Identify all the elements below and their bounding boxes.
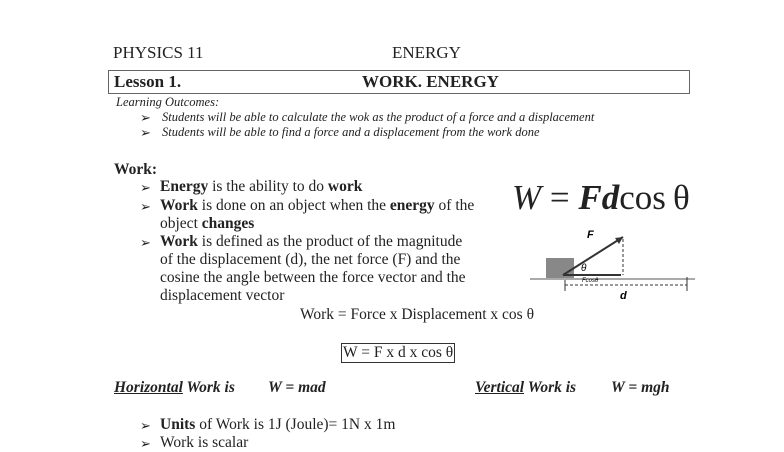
work-diagram <box>525 225 700 305</box>
lesson-title: WORK. ENERGY <box>362 72 499 91</box>
symbol: W <box>512 178 542 217</box>
bullet-work-done <box>160 197 474 215</box>
keyword: Work <box>160 197 198 214</box>
text-line: cosine the angle between the force vector and the <box>160 269 466 286</box>
keyword: energy <box>389 197 435 214</box>
bullet-icon: ➢ <box>140 235 151 250</box>
boxed-formula: W = F x d x cos θ <box>343 344 454 361</box>
bullet-icon: ➢ <box>140 180 151 195</box>
scalar-line: Work is scalar <box>160 434 249 451</box>
bullet-icon: ➢ <box>140 436 151 451</box>
unit-title: ENERGY <box>392 43 461 62</box>
component-label: Fcosθ <box>582 278 599 284</box>
label: Horizontal <box>114 379 183 396</box>
vertical-work <box>475 379 576 397</box>
learning-outcomes-label: Learning Outcomes: <box>116 95 220 109</box>
bullet-icon: ➢ <box>140 418 151 433</box>
force-arrow <box>563 237 623 275</box>
bullet-icon: ➢ <box>140 199 151 214</box>
keyword: changes <box>201 215 255 232</box>
text: is the ability to do <box>208 178 328 195</box>
keyword: Work <box>160 233 198 250</box>
text: is done on an object when the <box>197 197 390 214</box>
horizontal-formula: W = mad <box>268 379 326 396</box>
bullet-work-definition <box>160 233 462 251</box>
vertical-formula: W = mgh <box>611 379 670 396</box>
force-label: F <box>587 229 594 241</box>
symbol: Fd <box>578 178 620 217</box>
symbol: cos <box>619 178 666 217</box>
symbol: θ <box>672 178 690 217</box>
word-formula: Work = Force x Displacement x cos θ <box>300 306 535 323</box>
text: of Work is 1J (Joule)= 1N x 1m <box>195 416 396 433</box>
lesson-number: Lesson 1. <box>114 72 182 91</box>
outcome-item: Students will be able to find a force and a displacement from the work done <box>162 125 540 139</box>
keyword: Units <box>160 416 196 433</box>
bullet-icon: ➢ <box>140 125 151 140</box>
work-heading: Work: <box>114 161 158 178</box>
units-line <box>160 416 395 434</box>
text: Work is <box>182 379 235 396</box>
displacement-label: d <box>620 290 627 302</box>
text: object <box>160 215 202 232</box>
text-line: displacement vector <box>160 287 285 304</box>
outcome-item: Students will be able to calculate the wok as the product of a force and a displacement <box>162 110 595 124</box>
work-formula-large <box>512 178 690 218</box>
text: of the <box>434 197 475 214</box>
label: Vertical <box>475 379 525 396</box>
horizontal-work <box>114 379 235 397</box>
course-title: PHYSICS 11 <box>113 43 204 62</box>
angle-label: θ <box>581 263 587 274</box>
bullet-work-done-cont <box>160 215 254 233</box>
text-line: of the displacement (d), the net force (F) and the <box>160 251 461 268</box>
bullet-energy-definition <box>160 178 362 196</box>
text: Work is <box>524 379 577 396</box>
symbol: = <box>549 178 570 217</box>
bullet-icon: ➢ <box>140 110 151 125</box>
keyword: Energy <box>160 178 209 195</box>
keyword: work <box>327 178 363 195</box>
text: is defined as the product of the magnitude <box>197 233 463 250</box>
